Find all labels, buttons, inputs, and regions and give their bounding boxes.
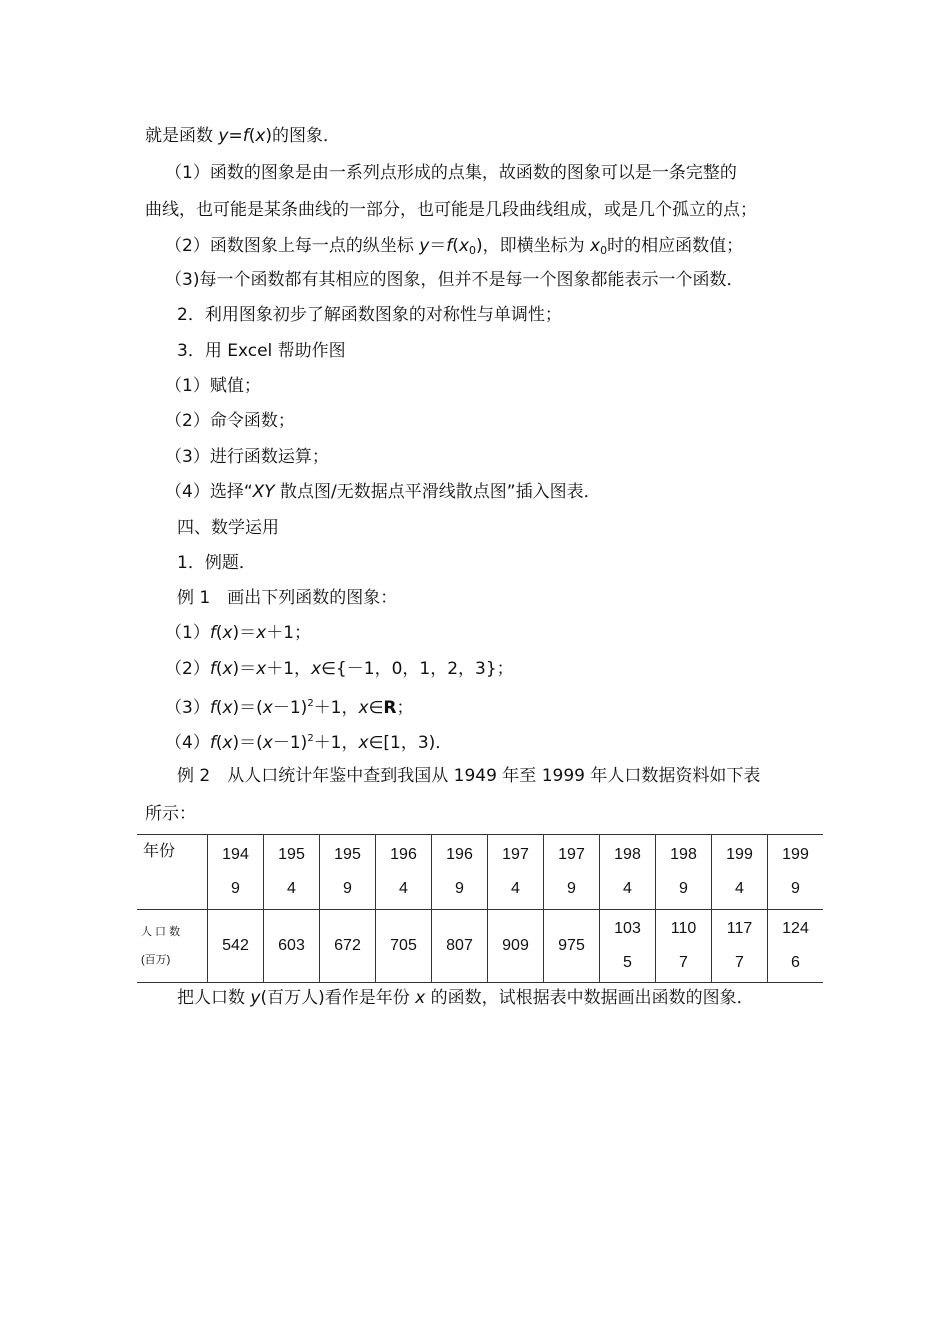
year-cell: [656, 835, 712, 910]
population-value: 1035: [614, 920, 641, 971]
year-value: 1964: [390, 846, 417, 897]
population-cell: [656, 910, 712, 983]
paragraph-line-3: 曲线，也可能是某条曲线的一部分，也可能是几段曲线组成，或是几个孤立的点；: [145, 200, 757, 220]
population-cell: [320, 910, 376, 983]
paragraph-line-11: （4）选择“XY 散点图/无数据点平滑线散点图”插入图表．: [165, 482, 601, 502]
year-value: 1954: [278, 846, 305, 897]
year-value: 1969: [446, 846, 473, 897]
population-value: 975: [558, 937, 585, 954]
closing-paragraph: 把人口数 y(百万人)看作是年份 x 的函数，试根据表中数据画出函数的图象．: [177, 988, 754, 1008]
paragraph-line-10: （3）进行函数运算；: [165, 447, 329, 467]
year-cell: [712, 835, 768, 910]
year-value: 1959: [334, 846, 361, 897]
paragraph-line-6: 2．利用图象初步了解函数图象的对称性与单调性；: [177, 305, 562, 325]
population-cell: [264, 910, 320, 983]
year-row: [137, 835, 823, 910]
example-2-continuation: 所示：: [145, 804, 196, 824]
year-value: 1994: [726, 846, 753, 897]
year-cell: [376, 835, 432, 910]
population-cell: [208, 910, 264, 983]
paragraph-line-1: 就是函数 y=f(x)的图象．: [145, 126, 341, 146]
population-value: 672: [334, 937, 361, 954]
year-header: 年份: [137, 835, 208, 910]
year-value: 1984: [614, 846, 641, 897]
example-1-title: 例 1 画出下列函数的图象：: [177, 588, 398, 608]
population-cell: [544, 910, 600, 983]
year-value: 1949: [222, 846, 249, 897]
population-header: [137, 910, 208, 983]
paragraph-line-5: （3)每一个函数都有其相应的图象，但并不是每一个图象都能表示一个函数．: [165, 270, 744, 290]
year-value: 1979: [558, 846, 585, 897]
population-value: 1177: [726, 920, 753, 971]
paragraph-line-13: 1．例题．: [177, 553, 256, 573]
paragraph-line-2: （1）函数的图象是由一系列点形成的点集，故函数的图象可以是一条完整的: [165, 163, 737, 183]
year-cell: [488, 835, 544, 910]
population-value: 603: [278, 937, 305, 954]
year-cell: [320, 835, 376, 910]
population-header-line-1: 人 口 数: [141, 926, 181, 938]
section-heading: 四、数学运用: [177, 518, 279, 538]
population-header-line-2: (百万): [141, 954, 171, 966]
population-value: 807: [446, 937, 473, 954]
paragraph-line-8: （1）赋值；: [165, 376, 261, 396]
population-cell: [432, 910, 488, 983]
year-cell: [264, 835, 320, 910]
population-cell: [600, 910, 656, 983]
year-cell: [768, 835, 824, 910]
paragraph-line-4: （2）函数图象上每一点的纵坐标 $y=f(x_0)$，即横坐标为 $x_0$时的相应函数值；: [165, 236, 744, 257]
population-value: 705: [390, 937, 417, 954]
population-value: 1107: [670, 920, 697, 971]
year-value: 1989: [670, 846, 697, 897]
year-cell: [600, 835, 656, 910]
year-value: 1999: [782, 846, 809, 897]
paragraph-line-9: （2）命令函数；: [165, 411, 295, 431]
year-cell: [544, 835, 600, 910]
example-1-item-3: $(3)f(x)=(x-1)^2+1$，x∈R；: [165, 698, 414, 718]
paragraph-line-7: 3．用 Excel 帮助作图: [177, 341, 346, 361]
year-cell: [432, 835, 488, 910]
population-value: 909: [502, 937, 529, 954]
population-cell: [768, 910, 824, 983]
example-1-item-2: （2）f(x)＝x＋1，x∈{－1，0，1，2，3}；: [165, 659, 514, 679]
example-1-item-4: $(4)f(x)=(x-1)^2+1$，x∈[1，3)．: [165, 733, 453, 753]
year-value: 1974: [502, 846, 529, 897]
population-value: 542: [222, 937, 249, 954]
population-cell: [488, 910, 544, 983]
year-cell: [208, 835, 264, 910]
example-1-item-1: （1）f(x)＝x＋1；: [165, 623, 312, 643]
population-cell: [376, 910, 432, 983]
population-cell: [712, 910, 768, 983]
population-table: [137, 834, 823, 983]
population-row: [137, 910, 823, 983]
population-value: 1246: [782, 920, 809, 971]
example-2-title: 例 2 从人口统计年鉴中查到我国从 1949 年至 1999 年人口数据资料如下表: [177, 766, 761, 786]
